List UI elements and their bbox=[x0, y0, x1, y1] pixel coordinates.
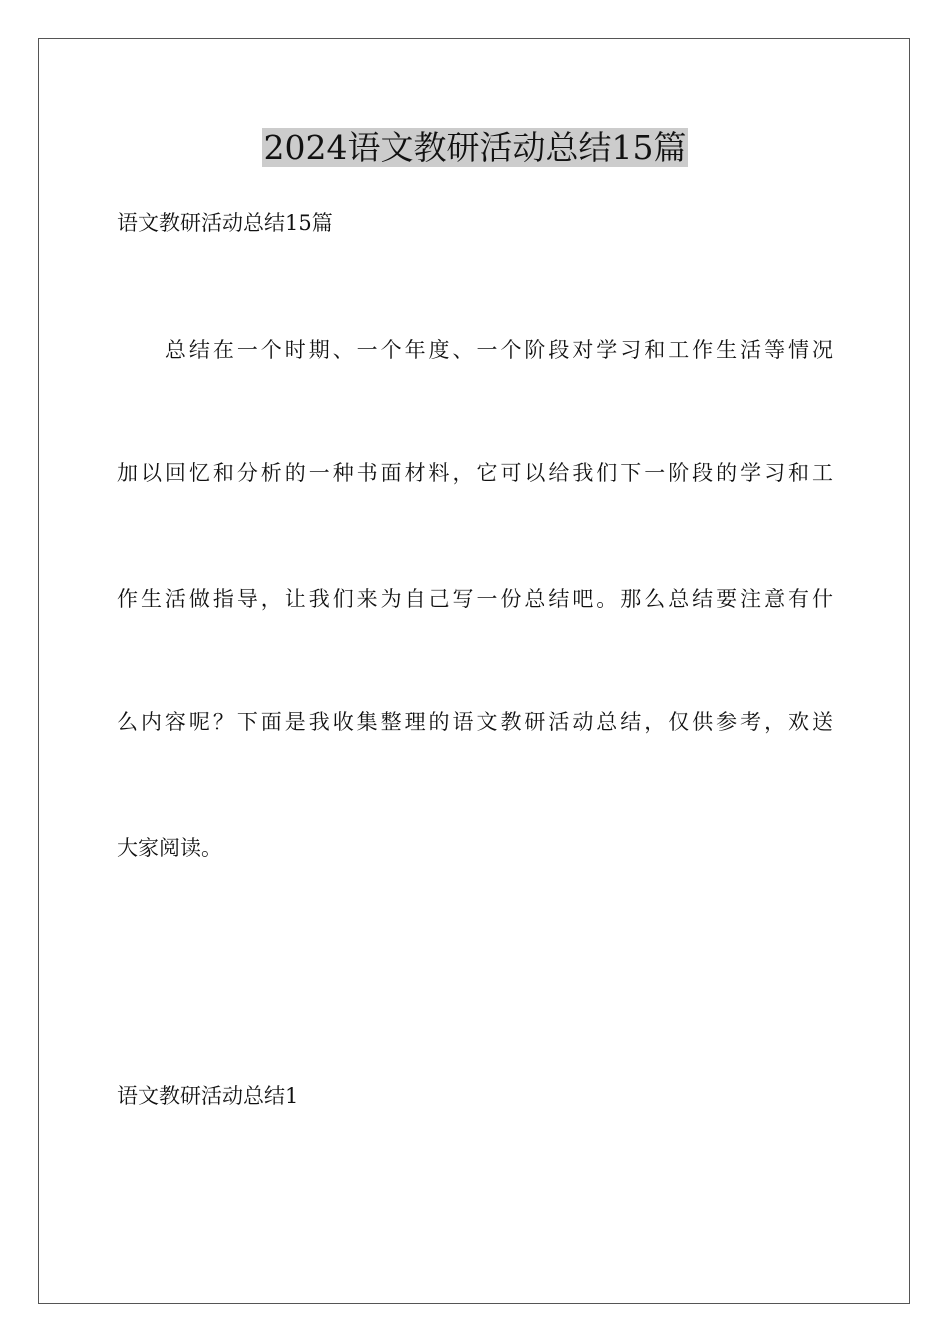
intro-line-2: 加以回忆和分析的一种书面材料，它可以给我们下一阶段的学习和工 bbox=[117, 461, 833, 485]
document-title-text: 2024语文教研活动总结15篇 bbox=[263, 128, 687, 167]
intro-line-1: 总结在一个时期、一个年度、一个阶段对学习和工作生活等情况 bbox=[117, 338, 833, 362]
document-title bbox=[0, 126, 950, 170]
section-heading: 语文教研活动总结1 bbox=[117, 1084, 299, 1108]
intro-line-5: 大家阅读。 bbox=[117, 836, 222, 860]
intro-line-3: 作生活做指导，让我们来为自己写一份总结吧。那么总结要注意有什 bbox=[117, 587, 833, 611]
document-subtitle: 语文教研活动总结15篇 bbox=[117, 211, 333, 235]
intro-line-4: 么内容呢？下面是我收集整理的语文教研活动总结，仅供参考，欢送 bbox=[117, 710, 833, 734]
